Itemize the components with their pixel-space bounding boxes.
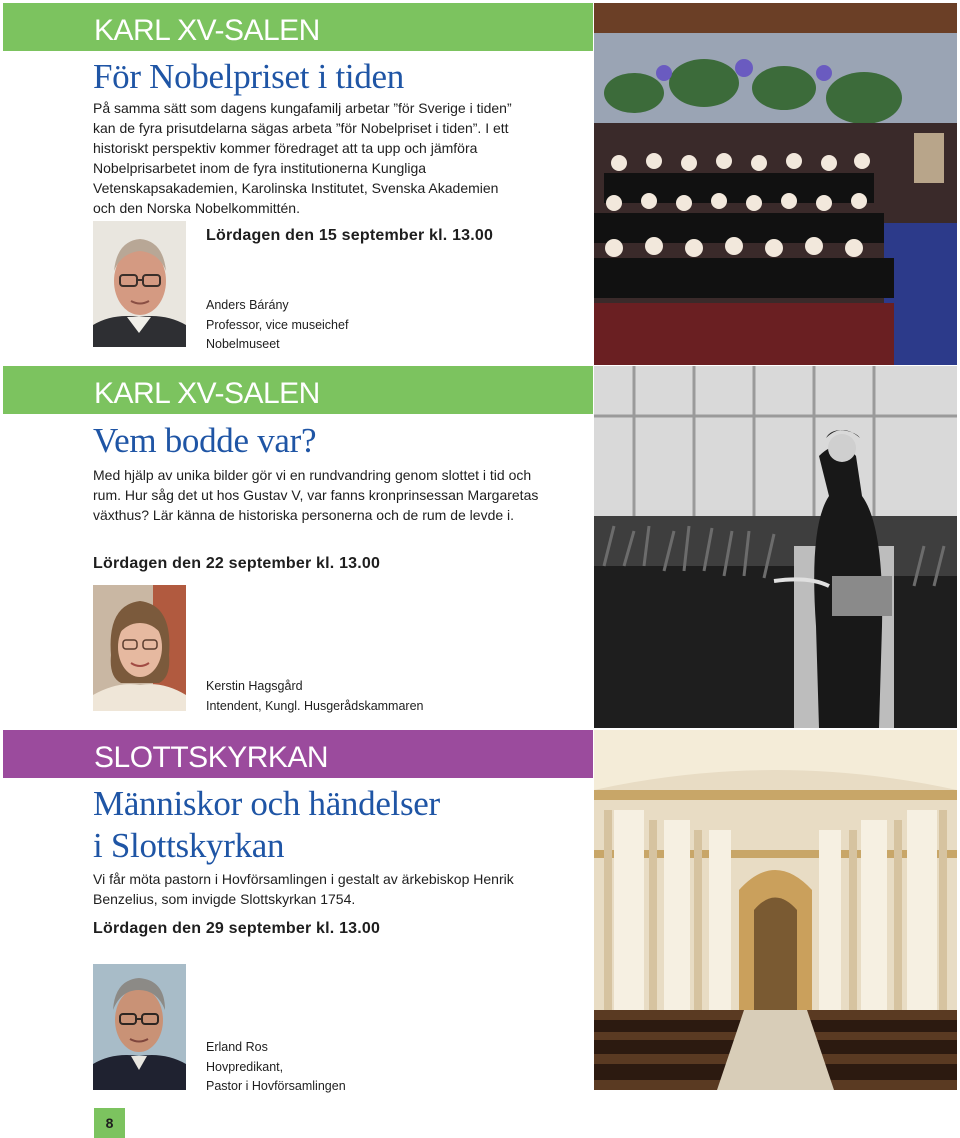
lecture-title-nobel: För Nobelpriset i tiden <box>93 57 404 96</box>
lecture-description-nobel: På samma sätt som dagens kungafamilj arbetar ”för Sverige i tiden” kan de fyra prisutdelarna sägas arbeta ”för Nobelpriset i tiden”. I ett historiskt perspektiv kommer föredraget att ta upp och jämföra Nobelprisarbetet inom de fyra institutionerna Kungliga Vetenskapsakademien, Karolinska Institutet, Svenska Akademien och den Norska Nobelkommittén. <box>93 100 512 216</box>
photo-church-interior <box>594 730 957 1090</box>
lecture-title-vem-bodde-var: Vem bodde var? <box>93 421 317 460</box>
speaker-name: Kerstin Hagsgård <box>206 679 303 693</box>
speaker-portrait-erland <box>93 964 186 1090</box>
speaker-role: Hovpredikant, <box>206 1059 284 1074</box>
page-number: 8 <box>94 1108 125 1138</box>
speaker-name: Anders Bárány <box>206 298 289 312</box>
speaker-info-anders <box>206 296 348 355</box>
section-band-karl-xv-salen-2: KARL XV-SALEN <box>3 366 593 414</box>
lecture-date-nobel: Lördagen den 15 september kl. 13.00 <box>206 227 494 244</box>
lecture-description-slottskyrkan: Vi får möta pastorn i Hovförsamlingen i gestalt av ärkebiskop Henrik Benzelius, som invigde Slottskyrkan 1754. <box>93 871 514 907</box>
speaker-portrait-anders <box>93 221 186 347</box>
speaker-portrait-kerstin <box>93 585 186 711</box>
speaker-role: Intendent, Kungl. Husgerådskammaren <box>206 698 424 713</box>
speaker-role: Professor, vice museichef <box>206 317 349 332</box>
speaker-info-kerstin <box>206 677 424 716</box>
lecture-title-slottskyrkan-line1: Människor och händelser <box>93 784 440 823</box>
speaker-name: Erland Ros <box>206 1040 268 1054</box>
photo-nobel-ceremony <box>594 3 957 365</box>
lecture-date-vem-bodde-var: Lördagen den 22 september kl. 13.00 <box>93 555 381 572</box>
lecture-description-vem-bodde-var: Med hjälp av unika bilder gör vi en rundvandring genom slottet i tid och rum. Hur såg det ut hos Gustav V, var fanns kronprinsessan Margaretas växthus? Lär känna de historiska personerna och de rum de levde i. <box>93 467 539 523</box>
speaker-org: Nobelmuseet <box>206 337 280 351</box>
speaker-org: Pastor i Hovförsamlingen <box>206 1079 346 1093</box>
lecture-date-slottskyrkan: Lördagen den 29 september kl. 13.00 <box>93 920 381 937</box>
speaker-info-erland <box>206 1038 346 1097</box>
section-band-karl-xv-salen-1: KARL XV-SALEN <box>3 3 593 51</box>
photo-greenhouse <box>594 366 957 728</box>
section-band-slottskyrkan: SLOTTSKYRKAN <box>3 730 593 778</box>
lecture-title-slottskyrkan-line2: i Slottskyrkan <box>93 826 285 865</box>
